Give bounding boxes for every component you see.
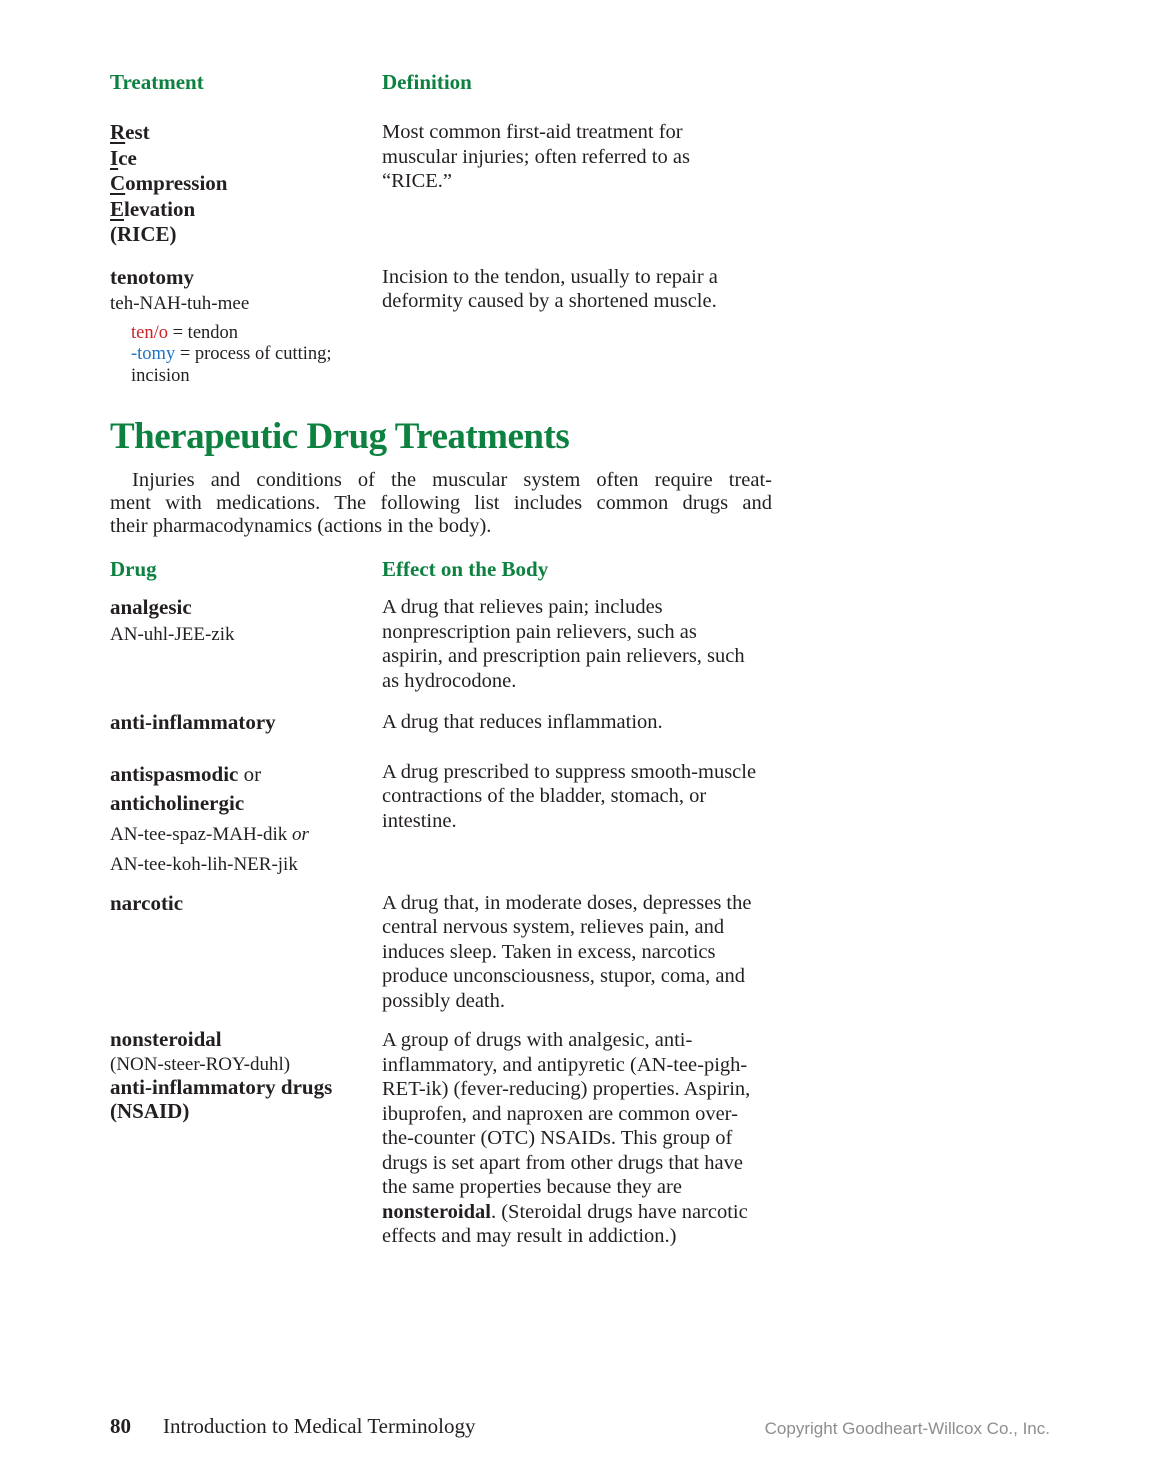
word-part-entry: -tomy = process of cutting; incision bbox=[131, 344, 332, 386]
definition-cell: A drug that reduces inflammation. bbox=[382, 711, 663, 733]
section-title: Therapeutic Drug Treatments bbox=[110, 416, 570, 457]
treatment-table-body bbox=[110, 120, 772, 387]
table-row bbox=[110, 265, 772, 388]
term-cell bbox=[110, 1028, 382, 1249]
table-row bbox=[110, 710, 772, 736]
treatment-table bbox=[110, 70, 772, 387]
word-part-entry: ten/o = tendon bbox=[131, 322, 239, 343]
term-text: nonsteroidal bbox=[110, 1027, 222, 1051]
term-text: tenotomy bbox=[110, 264, 194, 289]
term-text: teh-NAH-tuh-mee bbox=[110, 293, 250, 314]
intro-text-line: ment with medications. The following list includes common drugs and bbox=[110, 492, 772, 514]
drug-table-header bbox=[110, 557, 772, 581]
term-text: Compression bbox=[110, 171, 228, 195]
intro-text-line: Injuries and conditions of the muscular system often require treat- bbox=[132, 469, 772, 491]
term-text: AN-uhl-JEE-zik bbox=[110, 623, 235, 645]
intro-text-line: their pharmacodynamics (actions in the body). bbox=[110, 515, 492, 537]
page-footer bbox=[110, 1414, 1050, 1442]
effect-header-label: Effect on the Body bbox=[382, 557, 549, 581]
term-text: antispasmodic or bbox=[110, 761, 262, 786]
table-row bbox=[110, 120, 772, 248]
term-text: Elevation bbox=[110, 196, 196, 221]
definition-cell: A drug that, in moderate doses, depresses the central nervous system, relieves pain, and induces sleep. Taken in excess, narcotics produce unconsciousness, stupor, coma, and possibly death. bbox=[382, 891, 752, 1012]
term-text: analgesic bbox=[110, 595, 192, 619]
treatment-header-label: Treatment bbox=[110, 70, 204, 94]
page-content bbox=[110, 70, 772, 1249]
term-text: anti-inflammatory drugs bbox=[110, 1075, 333, 1099]
definition-cell: Most common first-aid treatment for muscular injuries; often referred to as “RICE.” bbox=[382, 121, 690, 192]
word-parts bbox=[131, 323, 363, 388]
table-row bbox=[110, 760, 772, 880]
drug-table bbox=[110, 557, 772, 1249]
term-text: (NSAID) bbox=[110, 1098, 190, 1123]
term-text: (NON-steer-ROY-duhl) bbox=[110, 1053, 291, 1075]
definition-cell: A group of drugs with analgesic, anti-inflammatory, and antipyretic (AN-tee-pigh-RET-ik) (fever-reducing) properties. Aspirin, ibuprofen, and naproxen are common over-the-counter (OTC) NSAIDs. This group of drugs is set apart from other drugs that have the same properties because they are nonsteroidal. (Steroidal drugs have narcotic effects and may result in addiction.) bbox=[382, 1029, 751, 1247]
book-title: Introduction to Medical Terminology bbox=[163, 1414, 476, 1438]
term-cell bbox=[110, 760, 382, 880]
definition-cell: A drug prescribed to suppress smooth-muscle contractions of the bladder, stomach, or intestine. bbox=[382, 760, 757, 832]
table-row bbox=[110, 1028, 772, 1249]
term-cell bbox=[110, 265, 382, 388]
term-text: anticholinergic bbox=[110, 791, 245, 815]
term-text: anti-inflammatory bbox=[110, 710, 276, 734]
term-cell bbox=[110, 595, 382, 693]
page-number: 80 bbox=[110, 1414, 131, 1438]
drug-header-label: Drug bbox=[110, 557, 157, 581]
table-row bbox=[110, 891, 772, 1014]
term-text: (RICE) bbox=[110, 222, 177, 246]
definition-cell: Incision to the tendon, usually to repair a deformity caused by a shortened muscle. bbox=[382, 265, 718, 312]
definition-header-label: Definition bbox=[382, 70, 472, 94]
term-cell bbox=[110, 120, 382, 248]
term-text: Ice bbox=[110, 145, 137, 170]
term-text: AN-tee-koh-lih-NER-jik bbox=[110, 854, 298, 875]
term-cell bbox=[110, 891, 382, 1014]
drug-table-body bbox=[110, 595, 772, 1249]
term-text: narcotic bbox=[110, 890, 184, 915]
term-text: Rest bbox=[110, 120, 150, 144]
term-text: AN-tee-spaz-MAH-dik or bbox=[110, 823, 309, 845]
definition-cell: A drug that relieves pain; includes nonprescription pain relievers, such as aspirin, and prescription pain relievers, such as hydrocodone. bbox=[382, 596, 745, 692]
copyright-notice: Copyright Goodheart-Willcox Co., Inc. bbox=[764, 1419, 1050, 1438]
term-cell bbox=[110, 710, 382, 736]
table-row bbox=[110, 595, 772, 693]
section-intro-paragraph bbox=[110, 469, 772, 538]
treatment-table-header bbox=[110, 70, 772, 94]
